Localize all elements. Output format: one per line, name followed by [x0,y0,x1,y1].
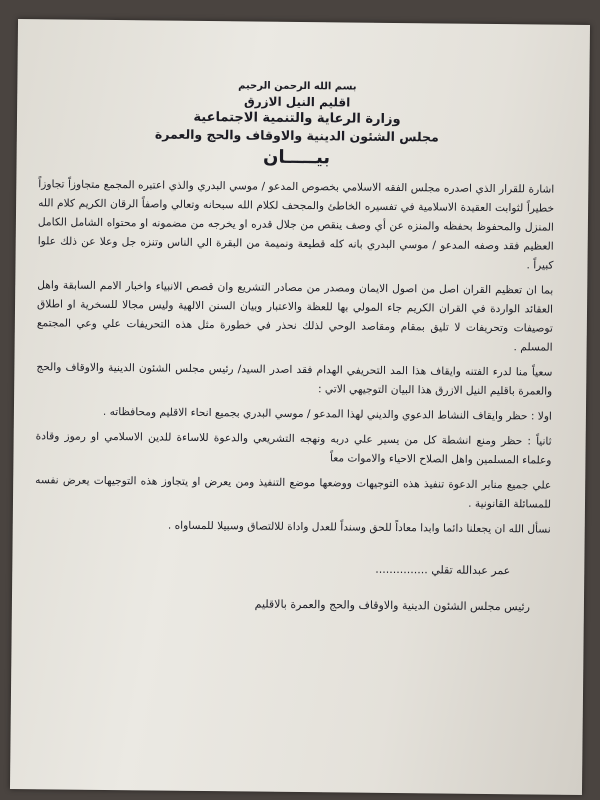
paragraph-3: سعياً منا لدرء الفتنه وايقاف هذا المد التحريفي الهدام فقد اصدر السيد/ رئيس مجلس الشئون الدينية والاوقاف والحج والعمرة باقليم النيل الازرق هذا البيان التوجيهي الاتي : [36,361,553,398]
document-title: بيـــــان [263,146,331,169]
directive-2: ثانياً : حظر ومنع انشطة كل من يسير علي دربه ونهجه التشريعي والدعوة للاساءة للدين الاسلامي او رموز وقادة وعلماء المسلمين واهل الصلاح الاحياء والاموات معاً [35,430,552,467]
region-name: اقليم النيل الازرق [243,94,351,110]
signatory-name: عمر عبدالله تقلي ............... [375,562,511,578]
signature-block [34,556,551,617]
paragraph-5: نسأل الله ان يجعلنا دائما وابدا معاداً للحق وسنداً للعدل واداة للالتصاق وسبيلا للمساواه . [167,519,551,536]
document-content [34,77,556,617]
letterhead [38,77,555,172]
paragraph-4: علي جميع منابر الدعوة تنفيذ هذه التوجيهات ووضعها موضع التنفيذ ومن يعرض او يتجاوز هذه التوجيهات يعرض نفسه للمسائلة القانونية . [35,474,552,511]
paragraph-1: اشارة للقرار الذي اصدره مجلس الفقه الاسلامي بخصوص المدعو / موسي البدري والذي اعتبره المجمع متجاوزاً تجاوزاً خطيراً لثوابت العقيدة الاسلامية في تفسيره الخاطئ والمجحف لكلام الله سبحانه وتعالي واصفاً الرقان الكريم كلام الله المنزل والمحفوظ بحفظه والمنزه عن أي وصف ينقص من جلال قدره او يخرجه من مضمونه او محتواه الشامل الكامل العظيم فقد وصفه المدعو / موسي البدري بانه كله قطيعة ونميمة من البقرة الي الناس وتنزه جل وعلا عن ذلك علوا كبيراً . [37,178,555,272]
paragraph-2: بما ان تعظيم القران اصل من اصول الايمان ومصدر من مصادر التشريع وان قصص الانبياء واخبار الامم السابقة واهل العقائد الواردة في القران الكريم جاء المولي بها للعظة والاعتبار وبيان السنن الالهية وليس مجالا للسخرية او اطلاق توصيفات وتحريفات لا تليق بمقام ومقاصد الوحي لذلك نحذر في خطورة مثل هذه التحريفات علي وعي المجتمع المسلم . [36,279,554,354]
signatory-role: رئيس مجلس الشئون الدينية والاوقاف والحج والعمرة بالاقليم [254,597,530,614]
statement-body [35,175,555,539]
document-page [10,19,590,795]
directive-1: اولا : حظر وايقاف النشاط الدعوي والديني لهذا المدعو / موسي البدري بجميع انحاء الاقليم ومحافظاته . [102,405,552,423]
ministry-name: وزارة الرعاية والتنمية الاجتماعية [193,109,401,128]
basmala: بسم الله الرحمن الرحيم [238,80,357,93]
council-name: مجلس الشئون الدينية والاوقاف والحج والعمرة [154,126,439,145]
